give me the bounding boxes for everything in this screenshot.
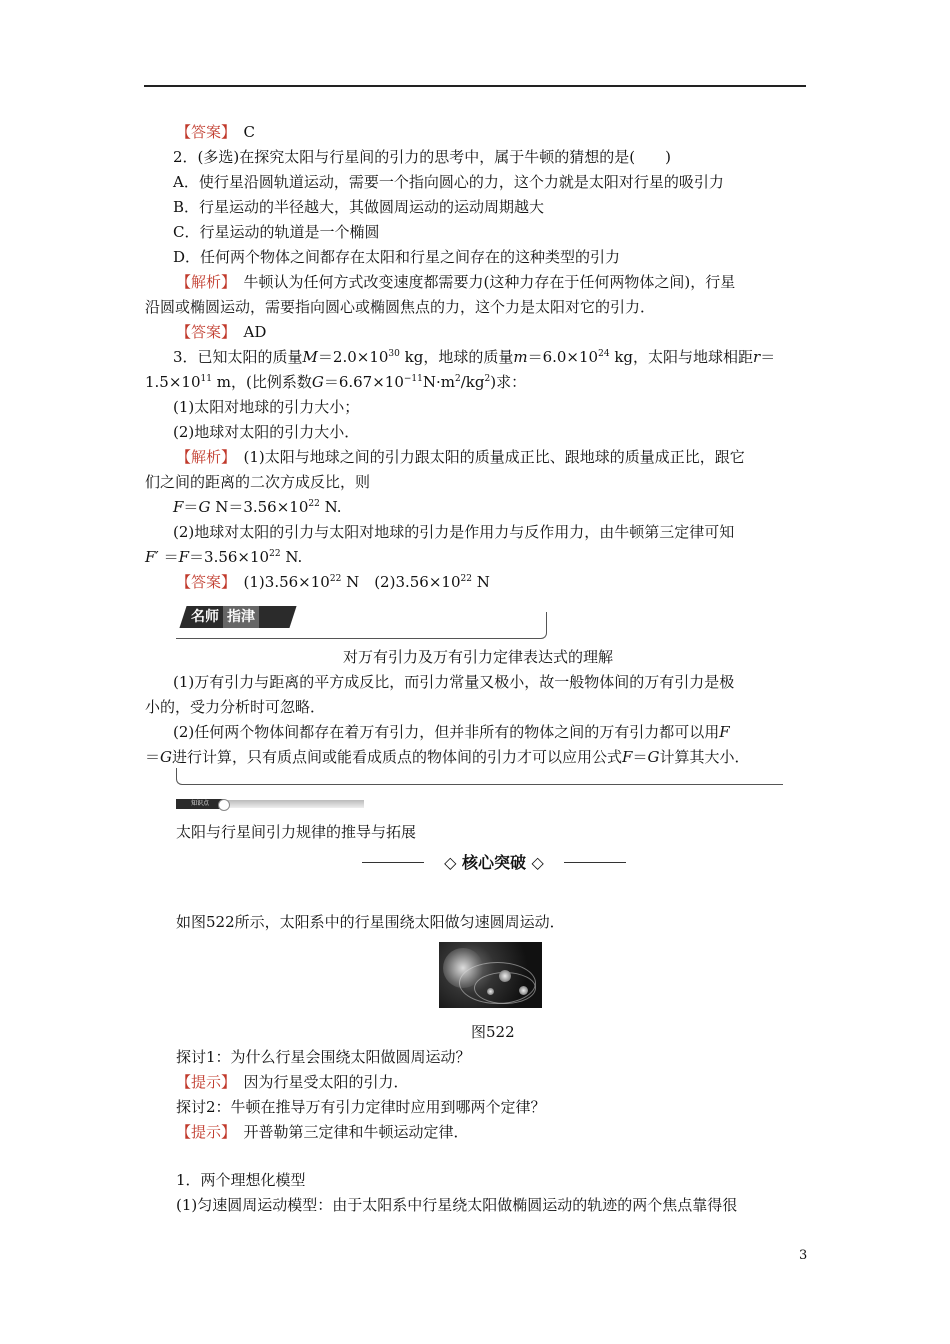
tip-label: 名师 指津 xyxy=(179,606,296,628)
q1-answer: C xyxy=(243,123,256,141)
core-dash-left xyxy=(362,862,424,863)
tip-title: 对万有引力及万有引力定律表达式的理解 xyxy=(343,648,614,666)
q2-option-a: A．使行星沿圆轨道运动，需要一个指向圆心的力，这个力就是太阳对行星的吸引力 xyxy=(173,173,724,191)
core-dash-right xyxy=(564,862,626,863)
q3-sub1: (1)太阳对地球的引力大小； xyxy=(173,398,360,416)
answer-tag: 【答案】 xyxy=(176,573,229,591)
q2-answer-line xyxy=(176,322,266,342)
tip-p2-line2: ＝G进行计算，只有质点间或能看成质点的物体间的引力才可以应用公式F＝G计算其大小． xyxy=(145,748,750,766)
answer-tag: 【答案】 xyxy=(176,323,229,341)
tip-p2-line1: (2)任何两个物体间都存在着万有引力，但并非所有的物体之间的万有引力都可以用F xyxy=(173,723,730,741)
q3-stem-line1: 3．已知太阳的质量$M=2.0\times 10^{30}$ kg，地球的质量$m=6.0\times 10^{24}$ kg，太阳与地球相距r＝ xyxy=(173,348,776,366)
q3-analysis-line5: $F' =F=3.56\times 10^{22}$ N. xyxy=(145,548,303,566)
explore-q2: 探讨2：牛顿在推导万有引力定律时应用到哪两个定律？ xyxy=(176,1098,546,1116)
q3-answer-line: 【答案】 $(1)3.56\times 10^{22}$ N $(2)3.56\times 10^{22}$ N xyxy=(176,573,490,591)
knowledge-title: 太阳与行星间引力规律的推导与拓展 xyxy=(176,823,417,841)
q2-option-d: D．任何两个物体之间都存在太阳和行星之间存在的这种类型的引力 xyxy=(173,248,621,266)
hint-tag: 【提示】 xyxy=(176,1073,229,1091)
figure-caption: 图522 xyxy=(471,1023,515,1041)
core-heading: ◇ 核心突破 ◇ xyxy=(360,852,628,874)
page-number: 3 xyxy=(799,1248,808,1263)
header-rule xyxy=(144,85,806,87)
knowledge-point-tag: 知识点 xyxy=(176,799,224,809)
knowledge-point-circle xyxy=(218,799,230,811)
q3-analysis-line1: 【解析】 (1)太阳与地球之间的引力跟太阳的质量成正比、跟地球的质量成正比，跟它 xyxy=(176,448,745,466)
answer-tag: 【答案】 xyxy=(176,123,229,141)
q2-option-c: C．行星运动的轨道是一个椭圆 xyxy=(173,223,380,241)
explore-h1-line: 【提示】 因为行星受太阳的引力． xyxy=(176,1073,409,1091)
models-heading: 1．两个理想化模型 xyxy=(176,1171,306,1189)
explore-intro: 如图522所示，太阳系中的行星围绕太阳做匀速圆周运动． xyxy=(176,913,565,931)
tip-p1-line2: 小的，受力分析时可忽略． xyxy=(145,698,326,716)
explore-q1: 探讨1：为什么行星会围绕太阳做圆周运动？ xyxy=(176,1048,471,1066)
solar-system-image xyxy=(439,942,542,1008)
planet-shape xyxy=(519,986,528,995)
q2-analysis-text: 牛顿认为任何方式改变速度都需要力(这种力存在于任何两物体之间)，行星 xyxy=(243,273,736,291)
explore-h2-line: 【提示】 开普勒第三定律和牛顿运动定律． xyxy=(176,1123,469,1141)
hint-tag: 【提示】 xyxy=(176,1123,229,1141)
planet-shape xyxy=(487,988,494,995)
models-p1: (1)匀速圆周运动模型：由于太阳系中行星绕太阳做椭圆运动的轨迹的两个焦点靠得很 xyxy=(176,1196,738,1214)
q2-analysis-line1 xyxy=(176,272,735,292)
planet-shape xyxy=(499,970,511,982)
q2-answer: AD xyxy=(243,323,267,341)
q3-formula: F＝G $N=3.56\times 10^{22}$ N. xyxy=(173,498,342,516)
q3-sub2: (2)地球对太阳的引力大小． xyxy=(173,423,360,441)
tip-box-bottom xyxy=(176,768,783,785)
q3-analysis-line4: (2)地球对太阳的引力与太阳对地球的引力是作用力与反作用力，由牛顿第三定律可知 xyxy=(173,523,735,541)
tip-p1-line1: (1)万有引力与距离的平方成反比，而引力常量又极小，故一般物体间的万有引力是极 xyxy=(173,673,735,691)
analysis-tag: 【解析】 xyxy=(176,448,229,466)
analysis-tag: 【解析】 xyxy=(176,273,229,291)
q3-analysis-line2: 们之间的距离的二次方成反比，则 xyxy=(145,473,371,491)
q2-stem: 2．(多选)在探究太阳与行星间的引力的思考中，属于牛顿的猜想的是( ) xyxy=(173,148,671,166)
q2-option-b: B．行星运动的半径越大，其做圆周运动的运动周期越大 xyxy=(173,198,545,216)
q1-answer-line xyxy=(176,122,255,142)
q3-stem-line2: $1.5\times 10^{11}$ m，(比例系数$G=6.67\times 10^{-11}N\cdot m^2/kg^2$)求： xyxy=(145,373,527,391)
q2-analysis-line2: 沿圆或椭圆运动，需要指向圆心或椭圆焦点的力，这个力是太阳对它的引力． xyxy=(145,298,656,316)
